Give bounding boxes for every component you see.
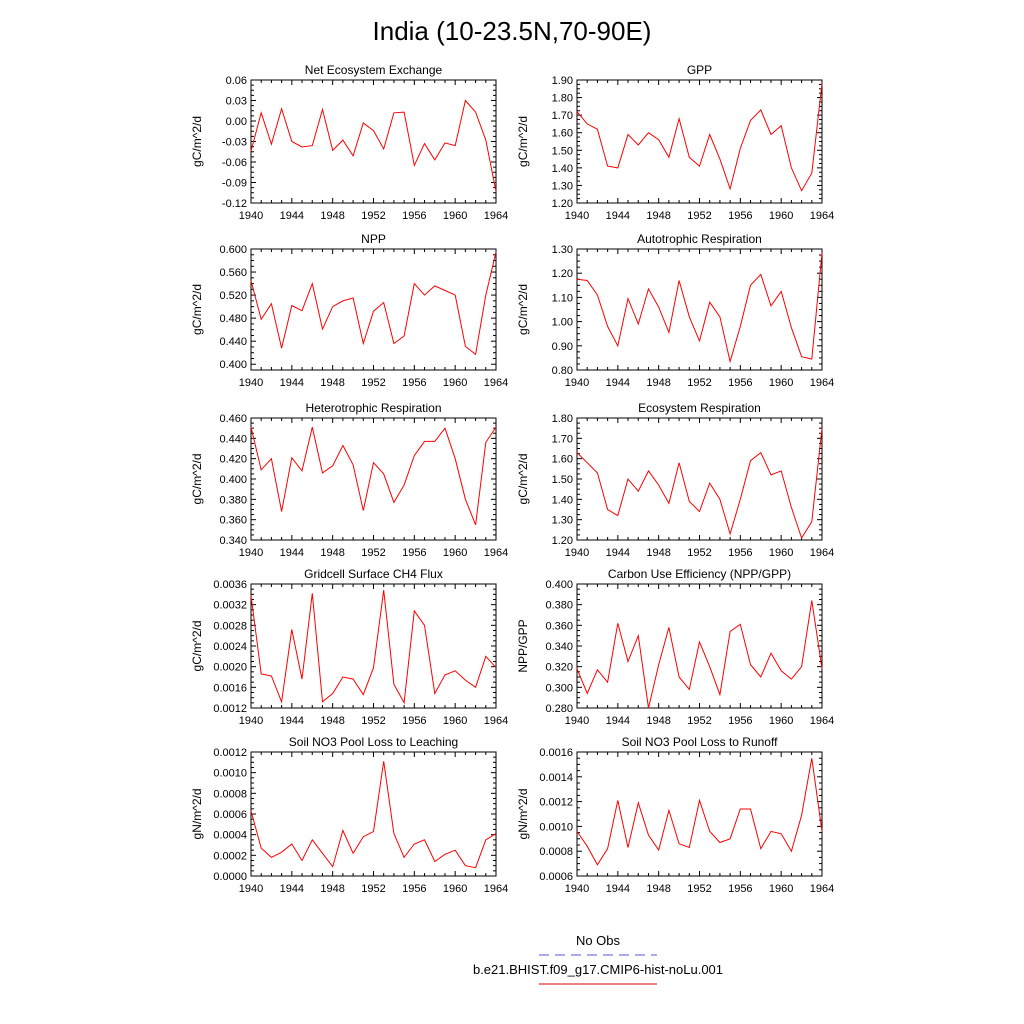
y-axis-label: NPP/GPP	[516, 619, 530, 673]
x-tick-label: 1956	[402, 715, 427, 727]
series-line	[577, 253, 822, 362]
y-tick-label: 0.0012	[539, 796, 573, 809]
plot-frame	[251, 249, 496, 370]
y-axis-label: gC/m^2/d	[516, 453, 530, 505]
y-tick-label: 1.40	[551, 162, 573, 175]
x-tick-label: 1960	[442, 715, 468, 727]
y-tick-label: -0.09	[221, 177, 247, 190]
y-tick-label: 0.0004	[213, 829, 247, 842]
y-tick-label: 0.0028	[213, 620, 247, 633]
x-tick-label: 1952	[361, 547, 386, 559]
plot-frame	[251, 584, 496, 708]
y-tick-label: 0.0032	[213, 599, 247, 612]
plot-frame	[251, 752, 496, 876]
legend	[473, 933, 723, 984]
y-tick-label: 0.0006	[213, 809, 247, 821]
panel-title: Heterotrophic Respiration	[305, 401, 442, 415]
x-tick-label: 1952	[687, 883, 712, 895]
y-tick-label: 1.40	[551, 494, 573, 507]
y-tick-label: 0.480	[219, 313, 247, 326]
y-tick-label: 0.0006	[539, 871, 573, 883]
y-axis-label: gC/m^2/d	[516, 284, 530, 335]
x-tick-label: 1944	[279, 883, 305, 895]
y-tick-label: 0.90	[551, 340, 573, 353]
x-tick-label: 1952	[361, 377, 386, 389]
series-line	[251, 101, 496, 192]
y-tick-label: 1.70	[551, 433, 573, 446]
x-tick-label: 1948	[646, 547, 671, 559]
x-tick-label: 1964	[809, 547, 835, 559]
legend-label-no-obs: No Obs	[575, 933, 621, 948]
x-tick-label: 1940	[564, 377, 590, 389]
series-line	[251, 252, 496, 355]
x-tick-label: 1940	[564, 883, 590, 895]
x-tick-label: 1956	[728, 883, 753, 895]
panel-carbon-use-efficiency-npp-gpp	[516, 567, 834, 727]
panel-gpp	[516, 63, 834, 222]
x-tick-label: 1948	[320, 883, 345, 895]
x-tick-label: 1956	[728, 377, 753, 389]
y-axis-label: gC/m^2/d	[190, 284, 204, 335]
x-tick-label: 1964	[483, 883, 509, 895]
y-tick-label: 1.30	[551, 180, 573, 193]
panel-title: Soil NO3 Pool Loss to Leaching	[288, 735, 459, 749]
panel-title: Carbon Use Efficiency (NPP/GPP)	[607, 567, 792, 581]
y-tick-label: 1.50	[551, 145, 573, 158]
x-tick-label: 1956	[728, 547, 753, 559]
x-tick-label: 1940	[238, 715, 264, 727]
series-line	[251, 590, 496, 703]
x-tick-label: 1956	[402, 210, 427, 222]
x-tick-label: 1948	[320, 210, 345, 222]
series-line	[577, 601, 822, 709]
plot-frame	[251, 80, 496, 203]
x-tick-label: 1948	[320, 377, 345, 389]
panel-title: Ecosystem Respiration	[638, 401, 761, 415]
y-tick-label: 0.0000	[213, 871, 247, 883]
x-tick-label: 1952	[687, 547, 712, 559]
series-line	[577, 758, 822, 865]
x-tick-label: 1952	[361, 883, 386, 895]
y-tick-label: 0.0016	[213, 682, 247, 695]
x-tick-label: 1940	[238, 377, 264, 389]
y-tick-label: 1.90	[551, 75, 573, 87]
x-tick-label: 1944	[279, 210, 305, 222]
y-tick-label: 0.340	[219, 535, 247, 547]
x-tick-label: 1940	[238, 210, 264, 222]
x-tick-label: 1960	[442, 547, 468, 559]
y-tick-label: 1.20	[551, 268, 573, 281]
x-tick-label: 1964	[809, 377, 835, 389]
y-tick-label: 0.440	[219, 336, 247, 349]
panels-group	[190, 63, 834, 895]
y-tick-label: 1.70	[551, 110, 573, 123]
y-axis-label: gN/m^2/d	[190, 788, 204, 840]
y-tick-label: 1.30	[551, 244, 573, 256]
y-tick-label: 0.0002	[213, 850, 247, 863]
x-tick-label: 1964	[483, 377, 509, 389]
x-tick-label: 1960	[768, 210, 794, 222]
x-tick-label: 1964	[483, 547, 509, 559]
x-tick-label: 1944	[279, 715, 305, 727]
figure-title: India (10-23.5N,70-90E)	[372, 16, 652, 46]
x-tick-label: 1952	[361, 715, 386, 727]
panel-title: NPP	[361, 232, 386, 246]
x-tick-label: 1944	[605, 377, 631, 389]
x-tick-label: 1940	[238, 547, 264, 559]
plot-frame	[577, 249, 822, 370]
y-tick-label: 0.400	[219, 474, 247, 486]
x-tick-label: 1952	[687, 210, 712, 222]
series-line	[577, 428, 822, 538]
panel-autotrophic-respiration	[516, 232, 834, 389]
y-tick-label: -0.12	[221, 198, 247, 210]
y-tick-label: 0.440	[219, 433, 247, 446]
y-tick-label: 0.06	[225, 75, 247, 87]
x-tick-label: 1948	[646, 377, 671, 389]
x-tick-label: 1952	[687, 377, 712, 389]
y-tick-label: 0.320	[545, 661, 573, 674]
x-tick-label: 1956	[402, 377, 427, 389]
x-tick-label: 1964	[809, 210, 835, 222]
y-tick-label: 0.280	[545, 703, 573, 715]
y-axis-label: gN/m^2/d	[516, 788, 530, 840]
y-axis-label: gC/m^2/d	[190, 620, 204, 672]
y-tick-label: 0.0020	[213, 661, 247, 674]
y-tick-label: 0.03	[225, 95, 247, 108]
panel-title: GPP	[686, 63, 713, 77]
y-tick-label: 1.20	[551, 198, 573, 210]
y-tick-label: 0.0012	[213, 747, 247, 759]
y-tick-label: 1.50	[551, 474, 573, 486]
y-axis-label: gC/m^2/d	[190, 116, 204, 167]
y-tick-label: 0.0012	[213, 703, 247, 715]
y-tick-label: 0.00	[225, 116, 247, 128]
y-tick-label: 0.520	[219, 290, 247, 303]
x-tick-label: 1948	[646, 715, 671, 727]
x-tick-label: 1964	[483, 715, 509, 727]
x-tick-label: 1940	[564, 715, 590, 727]
y-tick-label: 1.10	[551, 292, 573, 305]
y-tick-label: -0.06	[221, 157, 247, 169]
series-line	[251, 427, 496, 525]
series-line	[577, 84, 822, 191]
y-tick-label: 0.380	[219, 494, 247, 507]
panel-title: Gridcell Surface CH4 Flux	[304, 567, 443, 581]
x-tick-label: 1944	[605, 715, 631, 727]
x-tick-label: 1944	[605, 547, 631, 559]
panel-soil-no3-pool-loss-to-runoff	[516, 735, 834, 895]
plot-frame	[577, 418, 822, 540]
y-tick-label: 0.0036	[213, 579, 247, 591]
x-tick-label: 1944	[279, 547, 305, 559]
x-tick-label: 1948	[646, 883, 671, 895]
y-tick-label: -0.03	[221, 136, 247, 149]
panel-net-ecosystem-exchange	[190, 63, 508, 222]
y-tick-label: 0.600	[219, 244, 247, 256]
y-tick-label: 1.20	[551, 535, 573, 547]
y-tick-label: 0.400	[545, 579, 573, 591]
x-tick-label: 1960	[768, 377, 794, 389]
x-tick-label: 1952	[687, 715, 712, 727]
y-tick-label: 0.380	[545, 599, 573, 612]
x-tick-label: 1940	[564, 210, 590, 222]
y-tick-label: 1.00	[551, 316, 573, 329]
y-tick-label: 1.60	[551, 127, 573, 140]
y-tick-label: 0.360	[545, 620, 573, 633]
x-tick-label: 1964	[483, 210, 509, 222]
y-tick-label: 0.360	[219, 514, 247, 527]
y-tick-label: 0.0014	[539, 771, 573, 784]
y-tick-label: 1.80	[551, 413, 573, 425]
x-tick-label: 1940	[238, 883, 264, 895]
series-line	[251, 761, 496, 867]
x-tick-label: 1948	[646, 210, 671, 222]
panel-title: Net Ecosystem Exchange	[304, 63, 443, 77]
x-tick-label: 1944	[279, 377, 305, 389]
y-tick-label: 0.400	[219, 359, 247, 372]
panel-soil-no3-pool-loss-to-leaching	[190, 735, 508, 895]
y-axis-label: gC/m^2/d	[190, 453, 204, 505]
legend-label-run: b.e21.BHIST.f09_g17.CMIP6-hist-noLu.001	[472, 962, 724, 977]
y-axis-label: gC/m^2/d	[516, 116, 530, 167]
y-tick-label: 0.0008	[213, 788, 247, 801]
panel-ecosystem-respiration	[516, 401, 834, 559]
y-tick-label: 0.0008	[539, 846, 573, 859]
x-tick-label: 1948	[320, 547, 345, 559]
x-tick-label: 1960	[442, 377, 468, 389]
panel-title: Autotrophic Respiration	[637, 232, 762, 246]
y-tick-label: 0.300	[545, 682, 573, 695]
y-tick-label: 0.420	[219, 453, 247, 466]
y-tick-label: 1.30	[551, 514, 573, 527]
y-tick-label: 0.460	[219, 413, 247, 425]
plot-frame	[577, 752, 822, 876]
y-tick-label: 1.80	[551, 92, 573, 105]
panel-npp	[190, 232, 508, 389]
x-tick-label: 1956	[402, 883, 427, 895]
y-tick-label: 0.0024	[213, 641, 247, 653]
x-tick-label: 1944	[605, 883, 631, 895]
y-tick-label: 0.340	[545, 641, 573, 653]
panel-heterotrophic-respiration	[190, 401, 508, 559]
y-tick-label: 0.0010	[213, 767, 247, 780]
panel-gridcell-surface-ch4-flux	[190, 567, 508, 727]
y-tick-label: 0.0010	[539, 821, 573, 834]
y-tick-label: 1.60	[551, 453, 573, 466]
x-tick-label: 1940	[564, 547, 590, 559]
x-tick-label: 1960	[768, 883, 794, 895]
x-tick-label: 1960	[768, 547, 794, 559]
x-tick-label: 1944	[605, 210, 631, 222]
x-tick-label: 1960	[768, 715, 794, 727]
x-tick-label: 1960	[442, 883, 468, 895]
y-tick-label: 0.560	[219, 267, 247, 280]
x-tick-label: 1960	[442, 210, 468, 222]
y-tick-label: 0.80	[551, 365, 573, 377]
x-tick-label: 1948	[320, 715, 345, 727]
y-tick-label: 0.0016	[539, 747, 573, 759]
x-tick-label: 1964	[809, 715, 835, 727]
panel-title: Soil NO3 Pool Loss to Runoff	[621, 735, 778, 749]
x-tick-label: 1956	[402, 547, 427, 559]
x-tick-label: 1956	[728, 715, 753, 727]
x-tick-label: 1964	[809, 883, 835, 895]
x-tick-label: 1952	[361, 210, 386, 222]
x-tick-label: 1956	[728, 210, 753, 222]
